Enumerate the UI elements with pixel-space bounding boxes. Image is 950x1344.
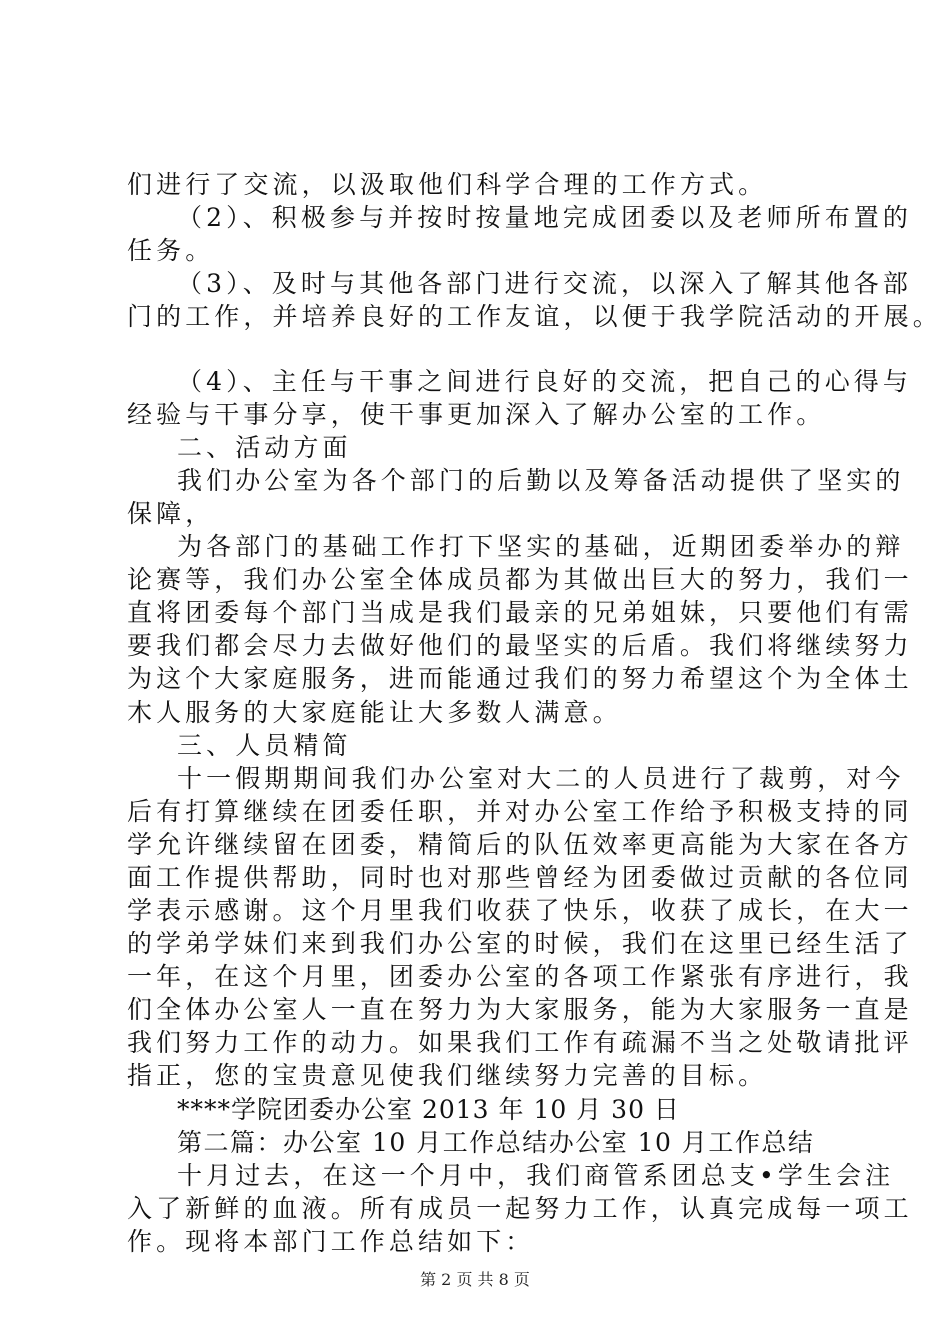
paragraph-line: 我们办公室为各个部门的后勤以及筹备活动提供了坚实的 <box>177 466 905 495</box>
paragraph-line: （3）、及时与其他各部门进行交流，以深入了解其他各部 <box>177 269 913 298</box>
paragraph-line: 十月过去，在这一个月中，我们商管系团总支•学生会注 <box>177 1161 895 1190</box>
paragraph-line: 后有打算继续在团委任职，并对办公室工作给予积极支持的同 <box>127 797 913 826</box>
paragraph-line: 木人服务的大家庭能让大多数人满意。 <box>127 698 622 727</box>
paragraph-line: 为这个大家庭服务，进而能通过我们的努力希望这个为全体土 <box>127 664 913 693</box>
paragraph-line: 经验与干事分享，使干事更加深入了解办公室的工作。 <box>127 400 826 429</box>
paragraph-line: 们全体办公室人一直在努力为大家服务，能为大家服务一直是 <box>127 995 913 1024</box>
paragraph-line: 门的工作，并培养良好的工作友谊，以便于我学院活动的开展。 <box>127 302 942 331</box>
paragraph-line: 我们努力工作的动力。如果我们工作有疏漏不当之处敬请批评 <box>127 1028 913 1057</box>
paragraph-line: 直将团委每个部门当成是我们最亲的兄弟姐妹，只要他们有需 <box>127 598 913 627</box>
page-footer: 第 2 页 共 8 页 <box>420 1270 530 1289</box>
signature-line: ****学院团委办公室 2013 年 10 月 30 日 <box>177 1095 680 1124</box>
section-title: 第二篇：办公室 10 月工作总结办公室 10 月工作总结 <box>177 1128 815 1157</box>
paragraph-line: （2）、积极参与并按时按量地完成团委以及老师所布置的 <box>177 203 913 232</box>
section-heading: 二、活动方面 <box>177 433 352 462</box>
paragraph-line: 面工作提供帮助，同时也对那些曾经为团委做过贡献的各位同 <box>127 863 913 892</box>
paragraph-line: 学表示感谢。这个月里我们收获了快乐，收获了成长，在大一 <box>127 896 913 925</box>
paragraph-line: 入了新鲜的血液。所有成员一起努力工作，认真完成每一项工 <box>127 1194 913 1223</box>
paragraph-line: 作。现将本部门工作总结如下： <box>127 1227 535 1256</box>
paragraph-line: 十一假期期间我们办公室对大二的人员进行了裁剪，对今 <box>177 764 905 793</box>
paragraph-line: 指正，您的宝贵意见使我们继续努力完善的目标。 <box>127 1061 768 1090</box>
paragraph-line: （4）、主任与干事之间进行良好的交流，把自己的心得与 <box>177 367 913 396</box>
paragraph-line: 一年，在这个月里，团委办公室的各项工作紧张有序进行，我 <box>127 962 913 991</box>
paragraph-line: 保障， <box>127 499 215 528</box>
section-heading: 三、人员精简 <box>177 731 352 760</box>
paragraph-line: 任务。 <box>127 236 215 265</box>
paragraph-line: 为各部门的基础工作打下坚实的基础，近期团委举办的辩 <box>177 532 905 561</box>
paragraph-line: 论赛等，我们办公室全体成员都为其做出巨大的努力，我们一 <box>127 565 913 594</box>
paragraph-line: 要我们都会尽力去做好他们的最坚实的后盾。我们将继续努力 <box>127 631 913 660</box>
paragraph-line: 们进行了交流，以汲取他们科学合理的工作方式。 <box>127 170 768 199</box>
paragraph-line: 的学弟学妹们来到我们办公室的时候，我们在这里已经生活了 <box>127 929 913 958</box>
paragraph-line: 学允许继续留在团委，精简后的队伍效率更高能为大家在各方 <box>127 830 913 859</box>
